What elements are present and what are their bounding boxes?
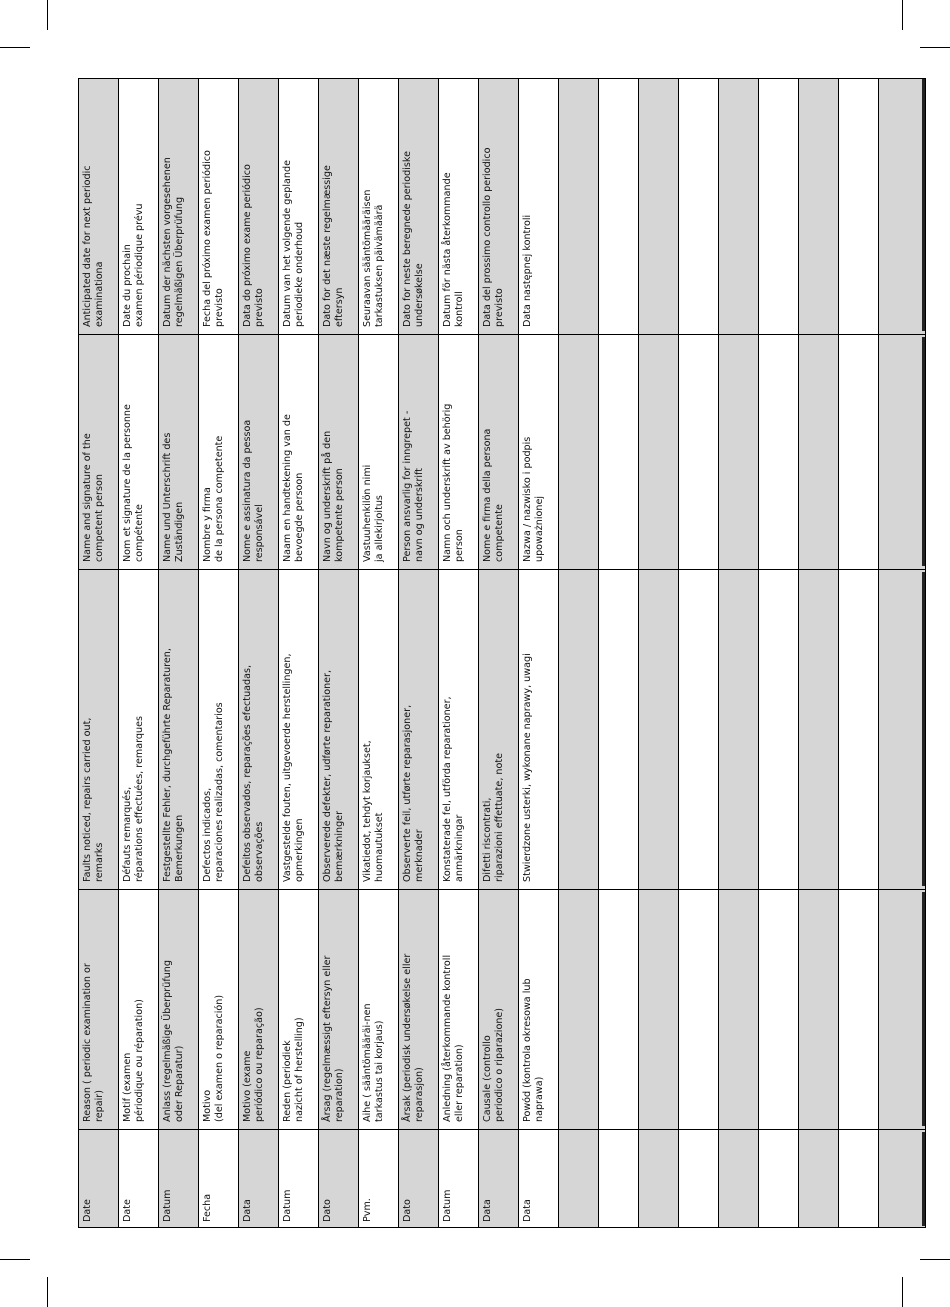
inspection-log-table <box>78 78 926 1228</box>
cell-reason <box>359 889 399 1129</box>
table-row <box>319 79 359 1227</box>
cell-date <box>439 1129 479 1228</box>
cell-text-faults: Defectos indicados, reparaciones realizadas, comentarios <box>202 702 225 882</box>
cell-name <box>639 334 679 569</box>
cell-text-name: Name und Unterschrift des Zuständigen <box>162 432 185 562</box>
cell-text-date: Dato <box>402 1199 413 1222</box>
cell-text-faults: Difetti riscontrati, riparazioni effettuate, note <box>482 752 505 882</box>
table-row <box>799 79 839 1227</box>
cell-date <box>879 1129 926 1228</box>
cell-reason <box>599 889 639 1129</box>
cell-text-date: Data <box>242 1199 253 1222</box>
cell-next <box>199 79 239 334</box>
cell-reason <box>79 889 119 1129</box>
table-row <box>279 79 319 1227</box>
cell-next <box>879 79 926 334</box>
cell-text-next: Data następnej kontroli <box>522 214 533 327</box>
cell-faults <box>399 569 439 889</box>
cell-text-date: Data <box>522 1199 533 1222</box>
cell-text-date: Datum <box>442 1189 453 1222</box>
cell-text-reason: Reason ( periodic examination or repair) <box>82 963 105 1122</box>
cell-text-faults: Observerte feil, utførte reparasjoner, merknader <box>402 704 425 882</box>
cell-text-next: Seuraavan sääntömääräisen tarkastuksen päivämäärä <box>362 189 385 327</box>
cell-name <box>319 334 359 569</box>
cell-text-faults: Stwierdzone usterki, wykonane naprawy, uwagi <box>522 653 533 882</box>
cell-text-name: Nazwa / nazwisko i podpis upoważnionej <box>522 436 545 562</box>
cell-text-date: Datum <box>282 1189 293 1222</box>
field-divider <box>79 1129 925 1130</box>
cell-faults <box>759 569 799 889</box>
cell-text-faults: Festgestellte Fehler, durchgeführte Reparaturen, Bemerkungen <box>162 648 185 882</box>
cell-next <box>119 79 159 334</box>
cell-text-faults: Vastgestelde fouten, uitgevoerde herstellingen, opmerkingen <box>282 653 305 882</box>
cell-name <box>559 334 599 569</box>
cell-text-name: Namn och underskrift av behörig person <box>442 403 465 562</box>
cell-text-faults: Konstaterade fel, utförda reparationer, anmärkningar <box>442 696 465 882</box>
cell-faults <box>159 569 199 889</box>
cell-faults <box>239 569 279 889</box>
cell-faults <box>199 569 239 889</box>
cell-text-date: Pvm. <box>362 1198 373 1222</box>
cell-name <box>159 334 199 569</box>
cell-name <box>399 334 439 569</box>
cell-next <box>279 79 319 334</box>
crop-mark <box>47 1277 48 1307</box>
cell-name <box>799 334 839 569</box>
cell-text-reason: Motivo (exame periódico ou reparação) <box>242 1007 265 1122</box>
cell-next <box>239 79 279 334</box>
cell-reason <box>559 889 599 1129</box>
cell-date <box>399 1129 439 1228</box>
cell-text-date: Dato <box>322 1199 333 1222</box>
cell-text-date: Date <box>82 1199 93 1222</box>
cell-faults <box>839 569 879 889</box>
cell-reason <box>239 889 279 1129</box>
cell-faults <box>439 569 479 889</box>
cell-next <box>679 79 719 334</box>
cell-date <box>719 1129 759 1228</box>
cell-date <box>599 1129 639 1228</box>
cell-next <box>319 79 359 334</box>
cell-text-reason: Reden (periodiek nazicht of herstelling) <box>282 1017 305 1122</box>
table-row <box>639 79 679 1227</box>
cell-text-next: Fecha del próximo examen periódico previsto <box>202 150 225 327</box>
cell-reason <box>879 889 926 1129</box>
cell-date <box>319 1129 359 1228</box>
cell-text-reason: Anledning (återkommande kontroll eller reparation) <box>442 954 465 1122</box>
cell-next <box>359 79 399 334</box>
cell-text-name: Nombre y firma de la persona competente <box>202 435 225 562</box>
cell-next <box>439 79 479 334</box>
cell-text-next: Anticipated date for next periodic examinationa <box>82 165 105 327</box>
binding-mark <box>922 337 925 566</box>
cell-next <box>159 79 199 334</box>
cell-reason <box>319 889 359 1129</box>
table-row <box>119 79 159 1227</box>
cell-text-name: Nome e assinatura da pessoa responsável <box>242 419 265 562</box>
cell-name <box>599 334 639 569</box>
cell-text-name: Person ansvarlig for inngrepet - navn og underskrift <box>402 410 425 562</box>
cell-text-date: Date <box>122 1199 133 1222</box>
cell-date <box>679 1129 719 1228</box>
cell-text-reason: Motif (examen périodique ou réparation) <box>122 999 145 1122</box>
cell-name <box>359 334 399 569</box>
cell-text-next: Datum der nächsten vorgesehenen regelmäßigen Überprüfung <box>162 157 185 327</box>
cell-name <box>479 334 519 569</box>
crop-mark <box>0 47 30 48</box>
cell-name <box>119 334 159 569</box>
cell-date <box>639 1129 679 1228</box>
cell-next <box>599 79 639 334</box>
cell-faults <box>599 569 639 889</box>
table-row <box>359 79 399 1227</box>
cell-text-name: Navn og underskrift på den kompetente person <box>322 430 345 562</box>
cell-date <box>199 1129 239 1228</box>
cell-next <box>519 79 559 334</box>
table-row <box>839 79 879 1227</box>
cell-reason <box>479 889 519 1129</box>
cell-next <box>399 79 439 334</box>
cell-text-name: Nom et signature de la personne compétente <box>122 404 145 562</box>
cell-reason <box>439 889 479 1129</box>
table-row <box>719 79 759 1227</box>
cell-name <box>279 334 319 569</box>
table-row <box>439 79 479 1227</box>
field-divider <box>79 334 925 335</box>
cell-date <box>159 1129 199 1228</box>
cell-date <box>359 1129 399 1228</box>
cell-text-faults: Observerede defekter, udførte reparationer, bemærkninger <box>322 669 345 882</box>
cell-date <box>479 1129 519 1228</box>
cell-text-next: Datum van het volgende geplande periodieke onderhoud <box>282 159 305 327</box>
crop-mark <box>920 1259 950 1260</box>
cell-faults <box>879 569 926 889</box>
cell-next <box>839 79 879 334</box>
cell-text-reason: Aihe ( sääntömääräi-nen tarkastus tai korjaus) <box>362 1003 385 1122</box>
binding-mark <box>922 892 925 1126</box>
cell-faults <box>319 569 359 889</box>
cell-text-next: Data do próximo exame periódico previsto <box>242 164 265 327</box>
cell-text-reason: Anlass (regelmäßige Überprüfung oder Reparatur) <box>162 960 185 1122</box>
cell-faults <box>799 569 839 889</box>
cell-faults <box>479 569 519 889</box>
field-divider <box>79 569 925 570</box>
cell-next <box>559 79 599 334</box>
cell-reason <box>519 889 559 1129</box>
cell-faults <box>719 569 759 889</box>
crop-mark <box>902 0 903 30</box>
cell-text-date: Data <box>482 1199 493 1222</box>
cell-text-name: Naam en handtekening van de bevoegde persoon <box>282 414 305 562</box>
cell-date <box>759 1129 799 1228</box>
table-row <box>519 79 559 1227</box>
field-divider <box>79 889 925 890</box>
crop-mark <box>920 47 950 48</box>
cell-date <box>239 1129 279 1228</box>
cell-reason <box>399 889 439 1129</box>
cell-name <box>679 334 719 569</box>
cell-name <box>519 334 559 569</box>
cell-reason <box>799 889 839 1129</box>
crop-mark <box>902 1277 903 1307</box>
cell-reason <box>159 889 199 1129</box>
cell-reason <box>279 889 319 1129</box>
cell-text-reason: Powód (kontrola okresowa lub naprawa) <box>522 978 545 1122</box>
cell-name <box>199 334 239 569</box>
cell-reason <box>199 889 239 1129</box>
cell-name <box>759 334 799 569</box>
cell-text-next: Data del prossimo controllo periodico previsto <box>482 147 505 327</box>
cell-reason <box>639 889 679 1129</box>
cell-date <box>119 1129 159 1228</box>
cell-text-faults: Défauts remarqués, réparations effectuées, remarques <box>122 716 145 882</box>
cell-reason <box>719 889 759 1129</box>
table-row <box>199 79 239 1227</box>
cell-text-reason: Motivo (del examen o reparación) <box>202 994 225 1122</box>
cell-name <box>879 334 926 569</box>
table-row <box>679 79 719 1227</box>
cell-date <box>79 1129 119 1228</box>
table-row <box>79 79 119 1227</box>
table-row <box>559 79 599 1227</box>
cell-text-next: Datum för nästa återkommande kontroll <box>442 172 465 327</box>
cell-text-faults: Vikatiedot, tehdyt korjaukset, huomautukset <box>362 740 385 882</box>
cell-next <box>799 79 839 334</box>
table-row <box>879 79 926 1227</box>
cell-next <box>79 79 119 334</box>
table-row <box>479 79 519 1227</box>
cell-next <box>719 79 759 334</box>
cell-faults <box>79 569 119 889</box>
cell-date <box>279 1129 319 1228</box>
cell-text-reason: Årsak (periodisk undersøkelse eller reparasjon) <box>402 953 425 1122</box>
cell-date <box>799 1129 839 1228</box>
cell-text-next: Dato for neste beregnede periodiske undersøkelse <box>402 151 425 327</box>
cell-text-date: Fecha <box>202 1193 213 1222</box>
cell-faults <box>359 569 399 889</box>
cell-reason <box>759 889 799 1129</box>
cell-text-name: Name and signature of the competent person <box>82 433 105 562</box>
cell-next <box>479 79 519 334</box>
table-row <box>239 79 279 1227</box>
cell-next <box>639 79 679 334</box>
cell-text-name: Vastuuhenkilön nimi ja allekirjoitus <box>362 464 385 562</box>
crop-mark <box>47 0 48 30</box>
cell-text-next: Dato for det næste regelmæssige eftersyn <box>322 165 345 327</box>
cell-faults <box>639 569 679 889</box>
cell-faults <box>119 569 159 889</box>
cell-faults <box>679 569 719 889</box>
cell-text-name: Nome e firma della persona competente <box>482 428 505 562</box>
table-row <box>599 79 639 1227</box>
cell-reason <box>679 889 719 1129</box>
table-row <box>399 79 439 1227</box>
cell-name <box>239 334 279 569</box>
cell-date <box>519 1129 559 1228</box>
binding-mark <box>922 1132 925 1226</box>
crop-mark <box>0 1259 30 1260</box>
cell-name <box>79 334 119 569</box>
cell-name <box>839 334 879 569</box>
binding-mark <box>922 572 925 886</box>
cell-next <box>759 79 799 334</box>
cell-faults <box>559 569 599 889</box>
table-row <box>159 79 199 1227</box>
cell-reason <box>119 889 159 1129</box>
cell-text-faults: Faults noticed, repairs carried out, remarks <box>82 717 105 882</box>
cell-faults <box>279 569 319 889</box>
cell-date <box>559 1129 599 1228</box>
cell-name <box>439 334 479 569</box>
table-row <box>759 79 799 1227</box>
cell-name <box>719 334 759 569</box>
cell-text-next: Date du prochain examen périodique prévu <box>122 203 145 327</box>
cell-reason <box>839 889 879 1129</box>
cell-text-date: Datum <box>162 1189 173 1222</box>
cell-date <box>839 1129 879 1228</box>
cell-faults <box>519 569 559 889</box>
cell-text-reason: Årsag (regelmæssigt eftersyn eller reparation) <box>322 955 345 1122</box>
cell-text-reason: Causale (controllo periodico o riparazione) <box>482 1007 505 1122</box>
binding-mark <box>922 79 925 331</box>
cell-text-faults: Defeitos observados, reparações efectuadas, observações <box>242 664 265 882</box>
